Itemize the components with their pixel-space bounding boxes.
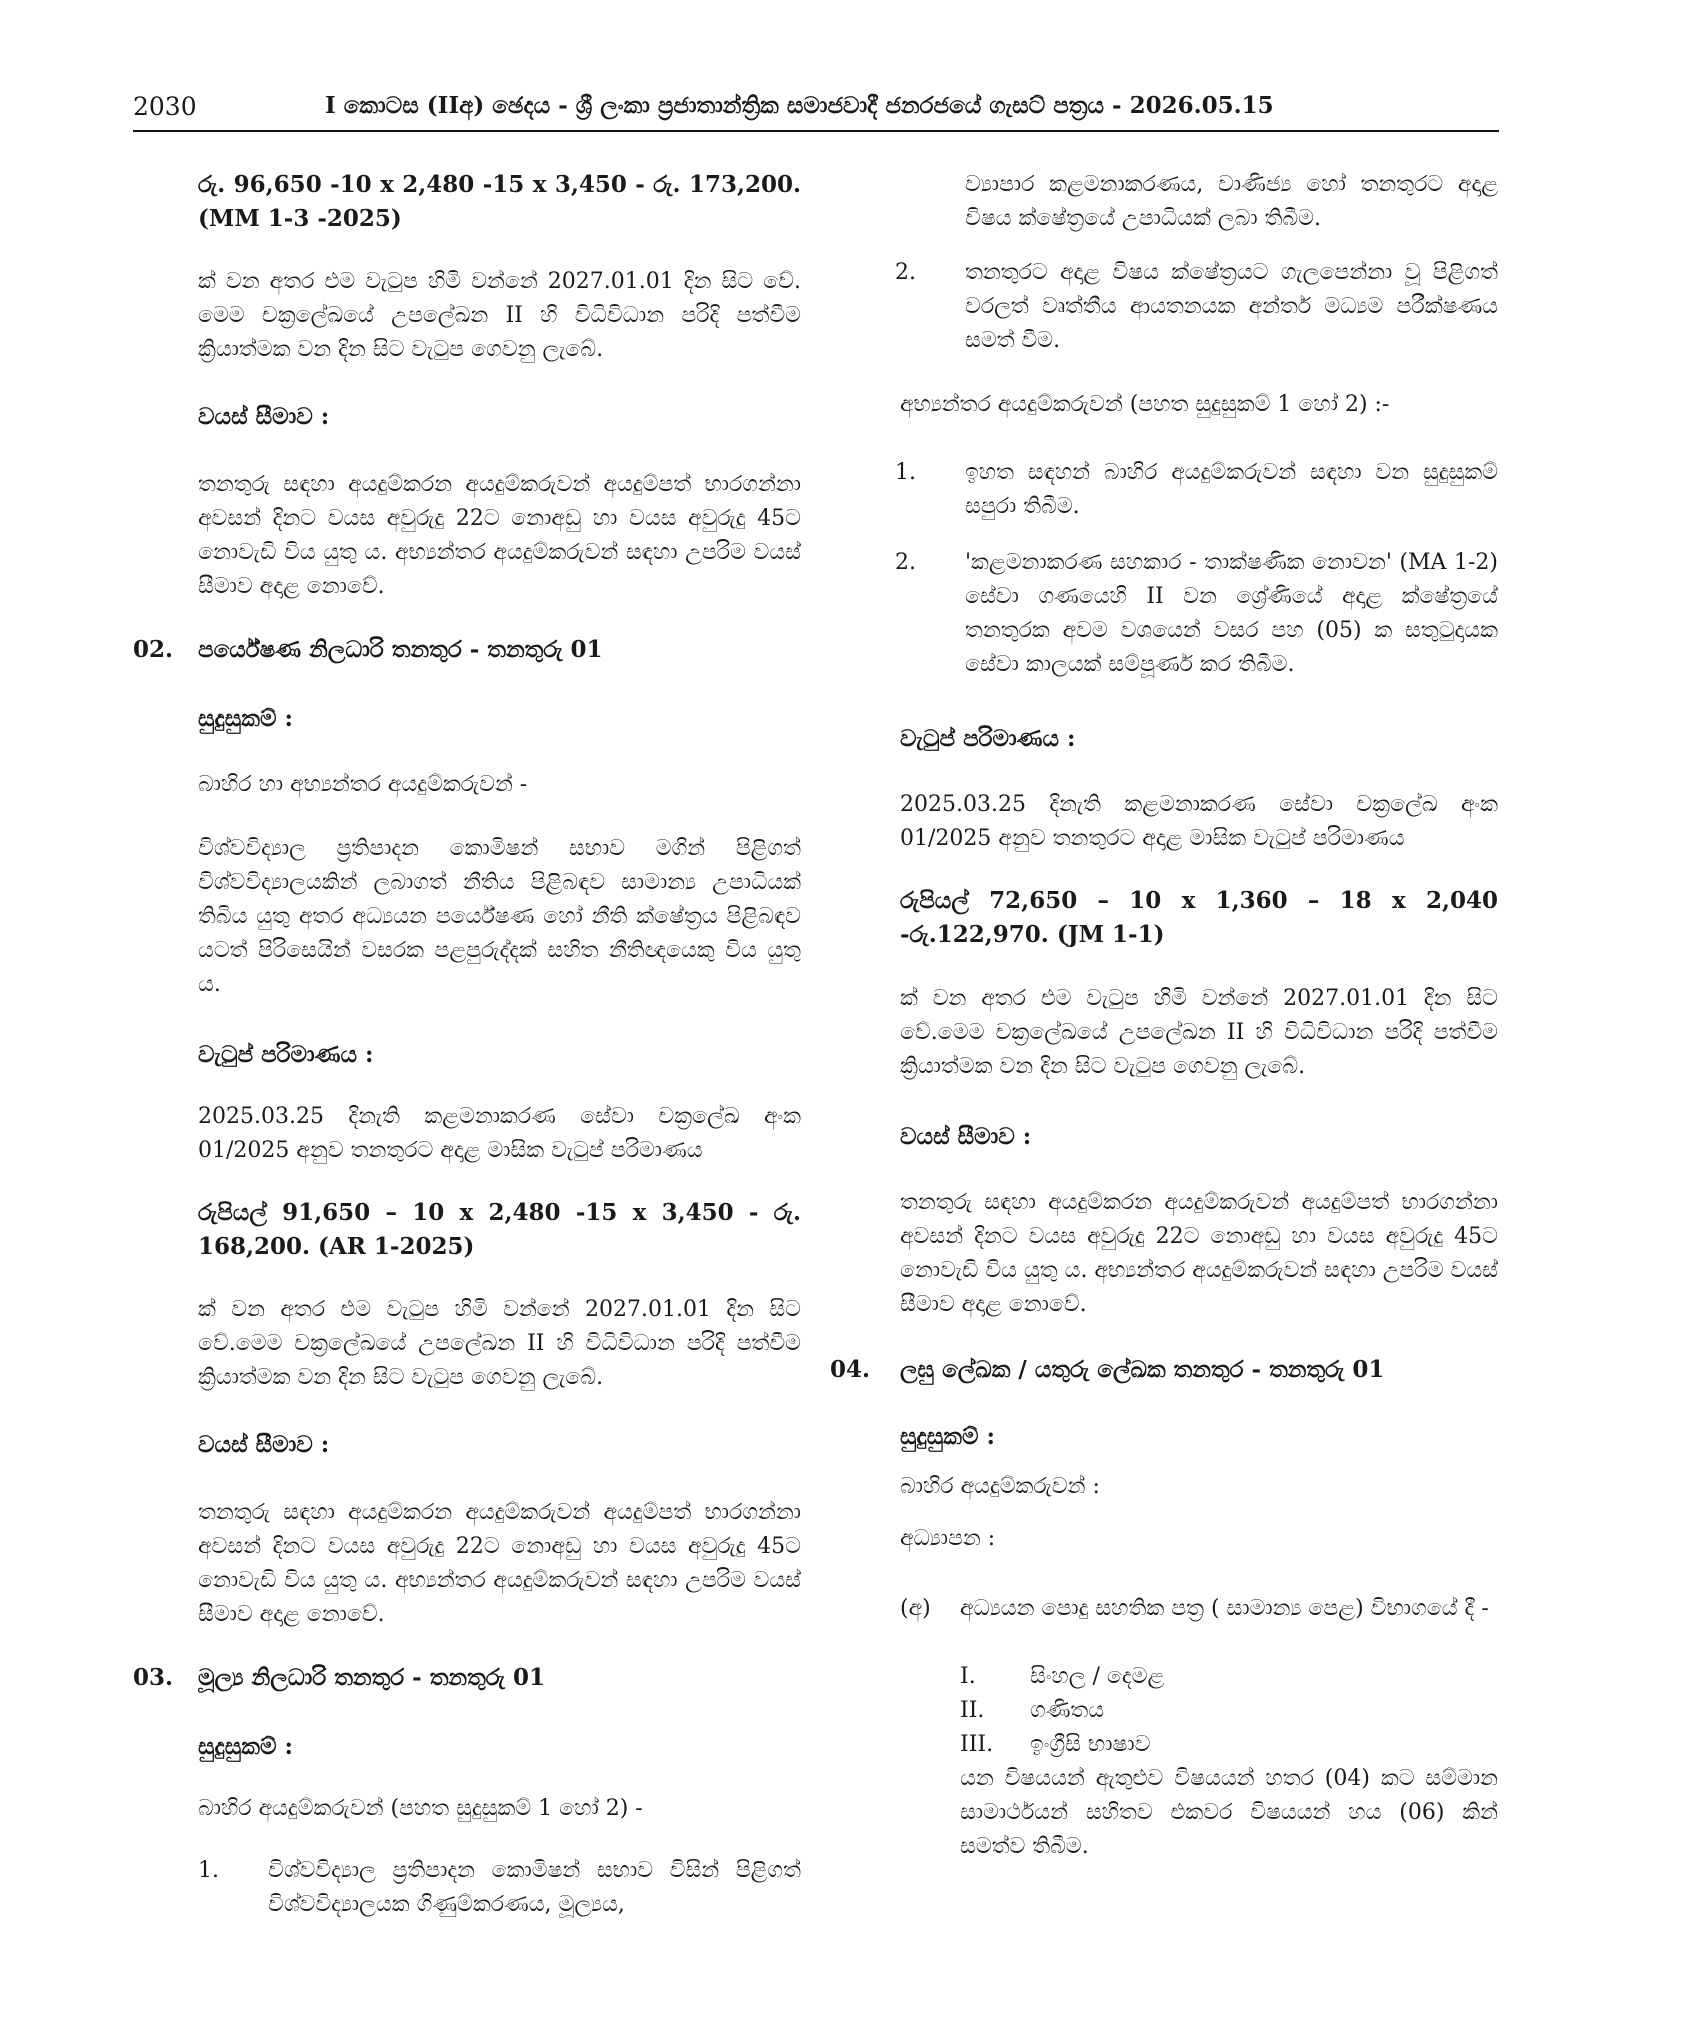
salary-scale-ar: රුපියල් 91,650 – 10 x 2,480 -15 x 3,450 - රු. 168,200. (AR 1-2025) [198,1199,801,1260]
list-item-text: 'කළමනාකරණ සහකාර - තාක්ෂණික නොවන' (MA 1-2) සේවා ගණයෙහි II වන ශ්‍රේණියේ අදාළ ක්ෂේත්‍රයේ තනතුරක අවම වශයෙන් වසර පහ (05) ක සතුටුදායක සේවා කාලයක් සම්පූර්ණ කර තිබීම. [965,550,1498,677]
education-heading: අධ්‍යාපන : [900,1526,996,1551]
list-item-number: 2. [895,550,916,575]
list-item-text: ඉහත සඳහන් බාහිර අයදුම්කරුවන් සඳහා වන සුදුසුකම් සපුරා තිබීම. [965,460,1498,519]
salary-scale-heading: වැටුප් පරිමාණය : [198,1041,374,1068]
subject-number: III. [960,1732,994,1757]
subject-number: I. [960,1664,976,1689]
salary-effective-note: ක් වන අතර එම වැටුප හිමි වන්නේ 2027.01.01 දින සිට වේ.මෙම චක්‍රලේඛයේ උපලේඛන II හි විධිවිධාන පරිදි පත්වීම ක්‍රියාත්මක වන දින සිට වැටුප ගෙවනු ලැබේ. [198,1297,801,1390]
list-item-text: අධ්‍යයන පොදු සහතික පත්‍ර ( සාමාන්‍ය පෙළ) විභාගයේ දී - [960,1596,1489,1621]
applicant-type: බාහිර අයදුම්කරුවන් (පහත සුදුසුකම් 1 හෝ 2) - [198,1796,643,1821]
age-limit-heading: වයස් සීමාව : [198,1431,330,1458]
section-title-research-officer: පර්යේෂණ නිලධාරි තනතුර - තනතුරු 01 [198,636,603,663]
age-limit-heading: වයස් සීමාව : [900,1123,1032,1150]
gazette-header-title: I කොටස (IIඅ) ඡෙදය - ශ්‍රී ලංකා ප්‍රජාතාන්ත්‍රික සමාජවාදී ජනරජයේ ගැසට් පත්‍රය - 2026.05.15 [325,92,1274,119]
salary-scale-heading: වැටුප් පරිමාණය : [900,725,1076,752]
list-item-label: (අ) [900,1596,931,1621]
list-item-number: 1. [198,1858,219,1883]
list-item-text: විශ්වවිද්‍යාල ප්‍රතිපාදන කොමිෂන් සභාව විසින් පිළිගත් විශ්වවිද්‍යාලයක ගිණුම්කරණය, මූල්‍යය, [268,1858,801,1917]
qualifications-text: විශ්වවිද්‍යාල ප්‍රතිපාදන කොමිෂන් සභාව මගින් පිළිගත් විශ්වවිද්‍යාලයකින් ලබාගත් නීතිය පිළිබඳව සාමාන්‍ය උපාධියක් තිබිය යුතු අතර අධ්‍යයන පර්යේෂණ හෝ නීති ක්ෂේත්‍රය පිළිබඳව යටත් පිරිසෙයින් වසරක පළපුරුද්දක් සහිත නීතිඥයෙකු විය යුතු ය. [198,836,801,997]
list-item-text: තනතුරට අදාළ විෂය ක්ෂේත්‍රයට ගැලපෙන්නා වූ පිළිගත් වරලත් වෘත්තීය ආයතනයක අන්තර් මධ්‍යම පරීක්ෂණය සමත් වීම. [965,260,1498,353]
section-title-finance-officer: මූල්‍ය නිලධාරි තනතුර - තනතුරු 01 [198,1664,546,1691]
page-number: 2030 [133,92,197,121]
applicant-type: බාහිර අයදුම්කරුවන් : [900,1474,1100,1499]
salary-circular-reference: 2025.03.25 දිනැති කළමනාකරණ සේවා චක්‍රලේඛ අංක 01/2025 අනුව තනතුරට අදාළ මාසික වැටුප් පරිමාණය [198,1104,801,1163]
applicant-type: බාහිර හා අභ්‍යන්තර අයදුම්කරුවන් - [198,772,528,797]
internal-applicants-heading: අභ්‍යන්තර අයදුම්කරුවන් (පහත සුදුසුකම් 1 හෝ 2) :- [900,392,1390,417]
subject-name: ගණිතය [1030,1698,1105,1723]
qualifications-heading: සුදුසුකම් : [198,705,293,732]
section-number-03: 03. [133,1664,174,1691]
age-limit-text: තනතුරු සඳහා අයදුම්කරන අයදුම්කරුවන් අයදුම්පත් භාරගන්නා අවසන් දිනට වයස අවුරුදු 22ට නොඅඩු හා වයස අවුරුදු 45ට නොවැඩි විය යුතු ය. අභ්‍යන්තර අයදුම්කරුවන් සඳහා උපරිම වයස් සීමාව අදාළ නොවේ. [900,1190,1498,1317]
section-number-02: 02. [133,636,174,663]
salary-circular-reference: 2025.03.25 දිනැති කළමනාකරණ සේවා චක්‍රලේඛ අංක 01/2025 අනුව තනතුරට අදාළ මාසික වැටුප් පරිමාණය [900,792,1498,851]
age-limit-text: තනතුරු සඳහා අයදුම්කරන අයදුම්කරුවන් අයදුම්පත් භාරගන්නා අවසන් දිනට වයස අවුරුදු 22ට නොඅඩු හා වයස අවුරුදු 45ට නොවැඩි විය යුතු ය. අභ්‍යන්තර අයදුම්කරුවන් සඳහා උපරිම වයස් සීමාව අදාළ නොවේ. [198,1500,801,1627]
header-divider [133,130,1499,132]
section-title-stenographer: ලඝු ලේඛක / යතුරු ලේඛක තනතුර - තනතුරු 01 [900,1356,1385,1383]
qualifications-heading: සුදුසුකම් : [198,1733,293,1760]
age-limit-heading: වයස් සීමාව : [198,403,330,430]
subject-number: II. [960,1698,985,1723]
subject-name: ඉංග්‍රීසි භාෂාව [1030,1732,1151,1757]
qualifications-heading: සුදුසුකම් : [900,1423,995,1450]
salary-scale-jm: රුපියල් 72,650 – 10 x 1,360 – 18 x 2,040 -රු.122,970. (JM 1-1) [900,887,1498,948]
salary-effective-note: ක් වන අතර එම වැටුප හිමි වන්නේ 2027.01.01 දින සිට වේ.මෙම චක්‍රලේඛයේ උපලේඛන II හි විධිවිධාන පරිදි පත්වීම ක්‍රියාත්මක වන දින සිට වැටුප ගෙවනු ලැබේ. [900,986,1498,1079]
list-item-continuation: ව්‍යාපාර කළමනාකරණය, වාණිජ්‍ය හෝ තනතුරට අදාළ විෂය ක්ෂේත්‍රයේ උපාධියක් ලබා තිබීම. [965,172,1498,231]
list-item-text: යන විෂයයන් ඇතුළුව විෂයයන් හතර (04) කට සම්මාන සාමාර්ථයන් සහිතව එකවර විෂයයන් හය (06) කින් සමත්ව තිබීම. [960,1766,1498,1859]
section-number-04: 04. [830,1356,871,1383]
salary-scale-mm: රු. 96,650 -10 x 2,480 -15 x 3,450 - රු. 173,200. (MM 1-3 -2025) [198,171,801,232]
salary-effective-note: ක් වන අතර එම වැටුප හිමි වන්නේ 2027.01.01 දින සිට වේ. මෙම චක්‍රලේඛයේ උපලේඛන II හි විධිවිධාන පරිදි පත්වීම ක්‍රියාත්මක වන දින සිට වැටුප ගෙවනු ලැබේ. [198,269,801,362]
list-item-number: 1. [895,460,916,485]
list-item-number: 2. [895,260,916,285]
age-limit-text: තනතුරු සඳහා අයදුම්කරන අයදුම්කරුවන් අයදුම්පත් භාරගන්නා අවසන් දිනට වයස අවුරුදු 22ට නොඅඩු හා වයස අවුරුදු 45ට නොවැඩි විය යුතු ය. අභ්‍යන්තර අයදුම්කරුවන් සඳහා උපරිම වයස් සීමාව අදාළ නොවේ. [198,472,801,599]
subject-name: සිංහල / දෙමළ [1030,1664,1165,1689]
